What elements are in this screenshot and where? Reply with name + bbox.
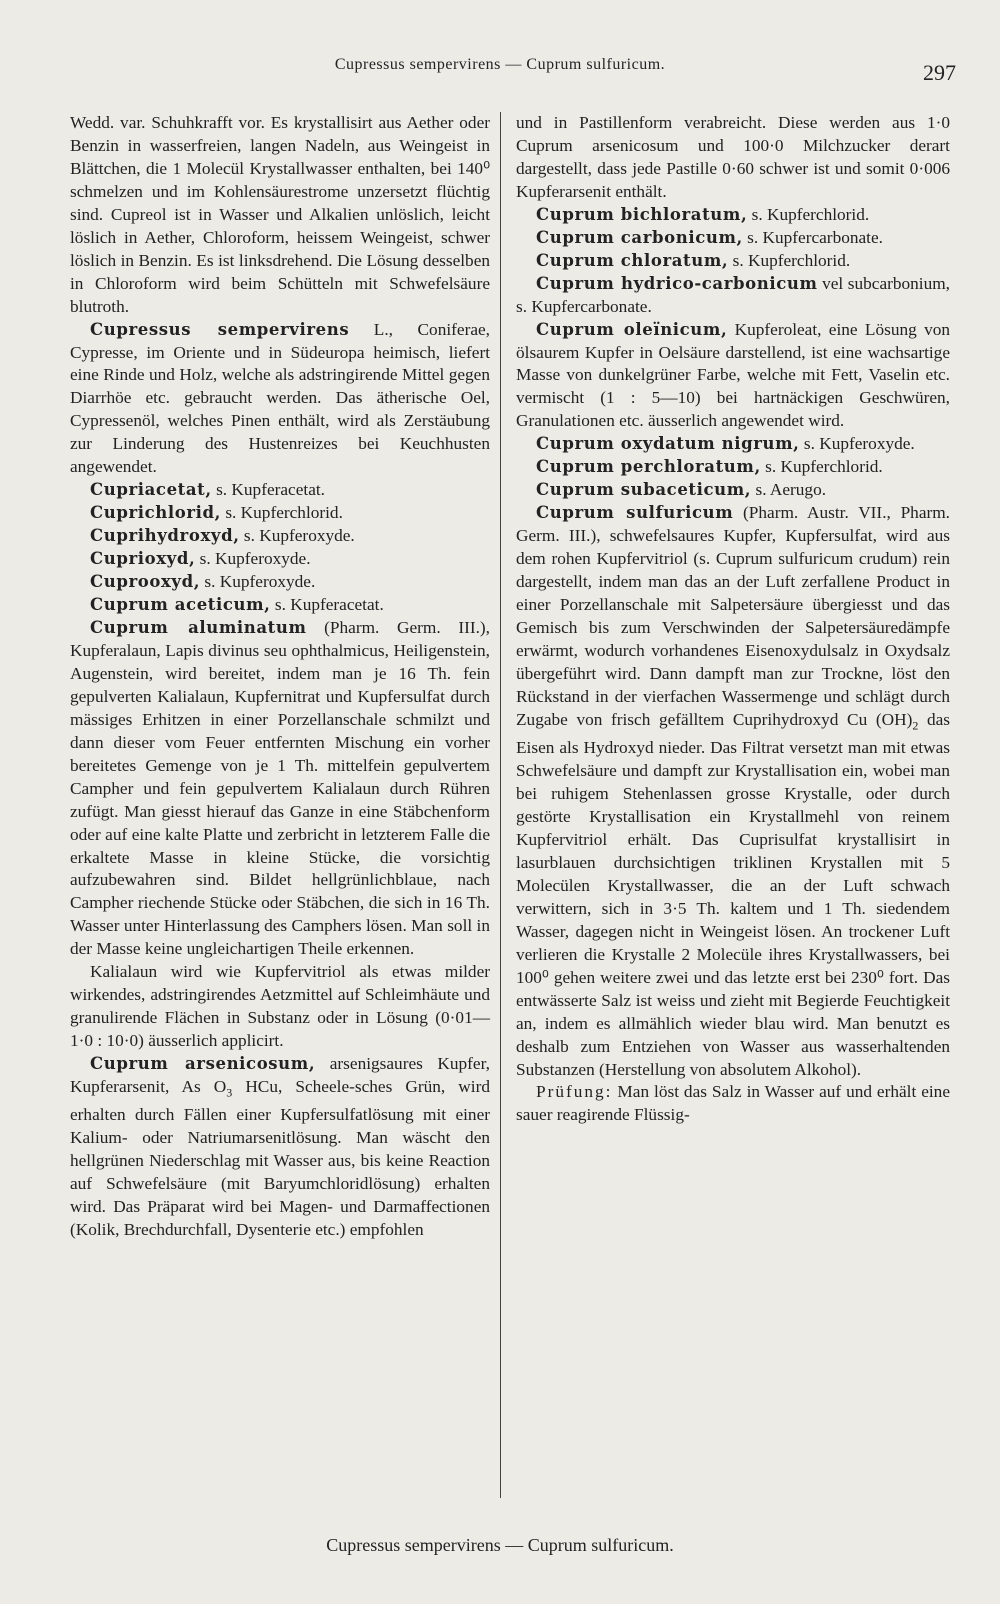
entry-text: s. Kupfercarbonate. — [742, 227, 883, 247]
entry-cuprum-hydrico-carbonicum — [516, 273, 950, 319]
subscript: 2 — [912, 718, 919, 733]
running-head: Cupressus sempervirens — Cuprum sulfuricum. — [334, 56, 666, 73]
entry-cuprum-arsenicosum — [70, 1053, 490, 1242]
headword: Cuprioxyd, — [90, 549, 196, 569]
entry-text: s. Kupferoxyde. — [195, 549, 311, 569]
entry-text: L., Coniferae, Cypresse, im Oriente und in Südeuropa heimisch, liefert eine Rinde und Holz, welche als adstringirende Mittel gegen Diarrhöe etc. gebraucht werden. Das ätherische Oel, Cypressenöl, welches Pinen enthält, wird als Zerstäubung zur Linderung des Hustenreizes bei Keuchhusten angewendet. — [70, 319, 490, 477]
headword: Cupressus sempervirens — [90, 319, 350, 339]
entry-cuprum-chloratum — [516, 250, 950, 273]
entry-text: s. Kupferchlorid. — [728, 250, 851, 270]
entry-text: s. Kupferacetat. — [211, 480, 325, 500]
column-divider — [500, 112, 501, 1498]
entry-text: HCu, Scheele-sches Grün, wird erhalten durch Fällen einer Kupfersulfatlösung mit einer Kalium- oder Natriumarsenitlösung. Man wäscht den hellgrünen Niederschlag mit Wasser aus, bis keine Reaction auf Schwefelsäure (mit Baryumchloridlösung) erhalten wird. Das Präparat wird bei Magen- und Darmaffectionen (Kolik, Brechdurchfall, Dysenterie etc.) empfohlen — [70, 1077, 490, 1240]
headword: Cuprum oleïnicum, — [536, 319, 728, 339]
entry-cuprum-aluminatum — [70, 617, 490, 961]
running-foot: Cupressus sempervirens — Cuprum sulfuricum. — [326, 1535, 674, 1555]
headword: Cuprum perchloratum, — [536, 457, 761, 477]
left-column — [70, 112, 490, 1242]
page-number: 297 — [923, 60, 956, 85]
entry-text: s. Kupferchlorid. — [760, 457, 883, 477]
entry-text: s. Kupferoxyde. — [200, 572, 316, 592]
pruefung-label: Prüfung: — [536, 1082, 613, 1102]
entry-cuprum-oxydatum-nigrum — [516, 433, 950, 456]
entry-text: vel subcarbonium, s. Kupfercarbonate. — [516, 273, 951, 316]
headword: Cuprum aceticum, — [90, 595, 271, 615]
right-column — [516, 112, 950, 1127]
headword: Cuprum subaceticum, — [536, 480, 752, 500]
entry-text: s. Kupferchlorid. — [221, 503, 343, 523]
entry-text: Kupferoleat, eine Lösung von ölsaurem Kupfer in Oelsäure darstellend, ist eine wachsartige Masse von dunkelgrüner Farbe, welche mit Fett, Vaselin etc. vermischt (1 : 5—10) bei hartnäckigen Geschwüren, Granulationen etc. äusserlich angewendet wird. — [516, 319, 950, 431]
entry-cuprioxyd — [70, 548, 490, 571]
headword: Cuprum arsenicosum, — [90, 1054, 316, 1074]
entry-cuprichlorid — [70, 502, 490, 525]
headword: Cuprum carbonicum, — [536, 227, 743, 247]
entry-text: s. Kupferoxyde. — [799, 434, 915, 454]
headword: Cuprum aluminatum — [90, 617, 307, 637]
entry-cupressus — [70, 319, 490, 480]
headword: Cuprum chloratum, — [536, 250, 729, 270]
entry-cuprum-aceticum — [70, 594, 490, 617]
entry-cuprum-perchloratum — [516, 456, 950, 479]
entry-cuprihydroxyd — [70, 525, 490, 548]
headword: Cuprum sulfuricum — [536, 503, 734, 523]
paragraph-kalialaun: Kalialaun wird wie Kupfervitriol als etwas milder wirkendes, adstringirendes Aetzmittel auf Schleimhäute und granulirende Flächen in Substanz oder in Lösung (0·01—1·0 : 10·0) äusserlich applicirt. — [70, 962, 490, 1051]
headword: Cupriacetat, — [90, 480, 212, 500]
entry-text: s. Kupferoxyde. — [239, 526, 355, 546]
continuation-paragraph: und in Pastillenform verabreicht. Diese werden aus 1·0 Cuprum arsenicosum und 100·0 Milchzucker derart dargestellt, dass jede Pastille 0·60 schwer ist und somit 0·006 Kupferarsenit enthält. — [516, 113, 950, 201]
entry-text: (Pharm. Germ. III.), Kupferalaun, Lapis divinus seu ophthalmicus, Heiligenstein, Augenstein, wird bereitet, indem man je 16 Th. fein gepulverten Kalialaun, Kupfernitrat und Kupfersulfat durch mässiges Erhitzen in einer Porzellanschale schmilzt und dann dieser vom Feuer entfernten Mischung ein vorher bereitetes Gemenge von je 1 Th. mittelfein gepulvertem Campher und fein gepulvertem Kalialaun durch Rühren zufügt. Man giesst hierauf das Ganze in eine Stäbchenform oder auf eine kalte Platte und zerbricht in letzterem Falle die erkaltete Masse in kleine Stücke, die vorsichtig aufzubewahren sind. Bildet hellgrünlichblaue, nach Campher riechende Stücke oder Stäbchen, die sich in 16 Th. Wasser unter Hinterlassung des Camphers lösen. Man soll in der Masse keine ungleichartigen Theile erkennen. — [70, 617, 490, 959]
entry-text: arsenigsaures Kupfer, Kupferarsenit, As O — [70, 1054, 490, 1097]
entry-text: (Pharm. Austr. VII., Pharm. Germ. III.), schwefelsaures Kupfer, Kupfersulfat, wird aus dem rohen Kupfervitriol (s. Cuprum sulfuricum crudum) rein dargestellt, indem man das an der Luft zerfallene Product in einer Porzellanschale mit Salpetersäure übergiesst und das Gemisch bis zum Verschwinden der Salpetersäuredämpfe erwärmt, wodurch vorhandenes Eisenoxydulsalz in Oxydsalz übergeführt wird. Dann dampft man zur Trockne, löst den Rückstand in der vierfachen Wassermenge und schlägt durch Zugabe von frisch gefälltem Cuprihydroxyd Cu (OH) — [516, 503, 951, 729]
entry-cuprum-oleinicum — [516, 319, 950, 434]
entry-cuprum-bichloratum — [516, 204, 950, 227]
headword: Cuprihydroxyd, — [90, 526, 240, 546]
entry-text: s. Kupferchlorid. — [747, 204, 870, 224]
continuation-paragraph: Wedd. var. Schuhkrafft vor. Es krystallisirt aus Aether oder Benzin in wasserfreien, langen Nadeln, aus Weingeist in Blättchen, die 1 Molecül Krystallwasser enthalten, bei 140⁰ schmelzen und im Kohlensäurestrome unzersetzt flüchtig sind. Cupreol ist in Wasser und Alkalien unlöslich, leicht löslich in Aether, Chloroform, heissem Weingeist, schwer löslich in Benzin. Es ist linksdrehend. Die Lösung desselben in Chloroform wird beim Schütteln mit Schwefelsäure blutroth. — [70, 113, 490, 316]
entry-text: Man löst das Salz in Wasser auf und erhält eine sauer reagirende Flüssig- — [516, 1082, 950, 1125]
entry-text: s. Kupferacetat. — [270, 595, 384, 615]
subscript: 3 — [226, 1085, 233, 1100]
headword: Cuprum bichloratum, — [536, 204, 748, 224]
entry-cuprum-carbonicum — [516, 227, 950, 250]
headword: Cuprum oxydatum nigrum, — [536, 434, 800, 454]
headword: Cuprooxyd, — [90, 572, 201, 592]
entry-cuprooxyd — [70, 571, 490, 594]
entry-cuprum-subaceticum — [516, 479, 950, 502]
entry-cuprum-sulfuricum — [516, 502, 950, 1081]
entry-text: s. Aerugo. — [751, 480, 827, 500]
entry-text: das Eisen als Hydroxyd nieder. Das Filtrat versetzt man mit etwas Schwefelsäure und dampft zur Krystallisation ein, wobei man bei ruhigem Stehenlassen grosse Krystalle, oder durch gestörte Krystallisation ein Krystallmehl von reinem Kupfervitriol erhält. Das Cuprisulfat krystallisirt in lasurblauen durchsichtigen triklinen Krystallen mit 5 Molecülen Krystallwasser, die an der Luft schwach verwittern, sich in 3·5 Th. kaltem und 1 Th. siedendem Wasser, dagegen nicht in Weingeist lösen. An trockener Luft verlieren die Krystalle 2 Molecüle ihres Krystallwassers, bei 100⁰ gehen weitere zwei und das letzte erst bei 230⁰ fort. Das entwässerte Salz ist weiss und zieht mit Begierde Feuchtigkeit an, indem es allmählich wieder blau wird. Man benutzt es deshalb zum Entziehen von Wasser aus wasserhaltenden Substanzen (Herstellung von absolutem Alkohol). — [516, 709, 950, 1079]
headword: Cuprichlorid, — [90, 503, 221, 523]
entry-cupriacetat — [70, 479, 490, 502]
paragraph-pruefung — [516, 1081, 950, 1127]
headword: Cuprum hydrico-carbonicum — [536, 273, 818, 293]
